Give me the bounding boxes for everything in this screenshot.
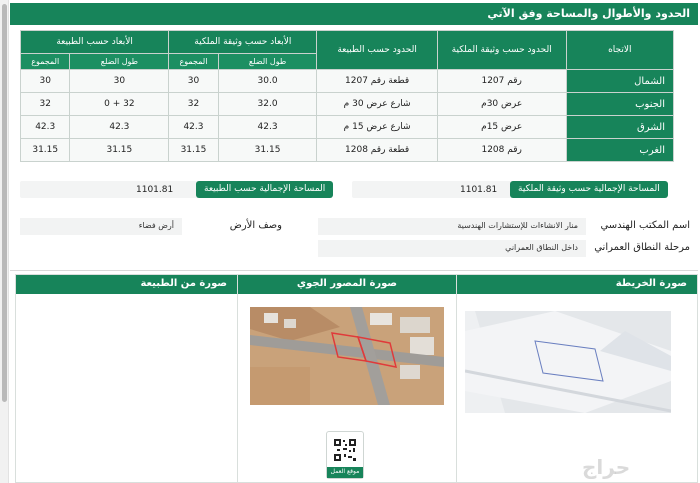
- row-deed-bound: عرض 30م: [437, 93, 566, 116]
- row-nature-total: 30: [21, 70, 70, 93]
- qr-code-button[interactable]: [326, 431, 364, 479]
- row-deed-bound: رقم 1207: [437, 70, 566, 93]
- header-dims-deed: الأبعاد حسب وثيقة الملكية: [169, 31, 317, 54]
- header-deed-side-length: طول الضلع: [218, 54, 317, 70]
- row-nature-length: 31.15: [70, 139, 169, 162]
- nature-image-title: صورة من الطبيعة: [16, 275, 237, 294]
- deed-area-value: 1101.81: [460, 185, 498, 195]
- section-title: الحدود والأطوال والمساحة وفق الآتي: [10, 3, 698, 25]
- row-deed-total: 30: [169, 70, 218, 93]
- row-nature-bound: قطعة رقم 1208: [317, 139, 437, 162]
- header-nature-side-length: طول الضلع: [70, 54, 169, 70]
- row-deed-total: 32: [169, 93, 218, 116]
- table-row-east: [21, 116, 674, 139]
- office-label: اسم المكتب الهندسي: [600, 220, 690, 231]
- nature-image-panel: [15, 274, 238, 483]
- header-bounds-deed: الحدود حسب وثيقة الملكية: [437, 31, 566, 70]
- row-direction: الشرق: [566, 116, 673, 139]
- qr-code-icon: [333, 438, 357, 462]
- header-deed-total: المجموع: [169, 54, 218, 70]
- row-nature-total: 31.15: [21, 139, 70, 162]
- row-deed-length: 32.0: [218, 93, 317, 116]
- map-image[interactable]: [465, 311, 671, 413]
- office-value: منار الانشاءات للإستشارات الهندسية: [318, 218, 586, 235]
- land-desc-value: أرض فضاء: [20, 218, 182, 235]
- row-deed-total: 31.15: [169, 139, 218, 162]
- scrollbar-thumb[interactable]: [2, 4, 7, 402]
- aerial-image[interactable]: [250, 307, 444, 405]
- row-direction: الجنوب: [566, 93, 673, 116]
- header-dims-nature: الأبعاد حسب الطبيعة: [21, 31, 169, 54]
- map-image-title: صورة الخريطة: [457, 275, 697, 294]
- table-row-north: [21, 70, 674, 93]
- section-divider: [10, 270, 698, 271]
- header-direction: الاتجاه: [566, 31, 673, 70]
- nature-area-label: المساحة الإجمالية حسب الطبيعة: [196, 181, 333, 198]
- table-row-west: [21, 139, 674, 162]
- row-nature-bound: قطعة رقم 1207: [317, 70, 437, 93]
- vertical-scrollbar[interactable]: [0, 0, 9, 483]
- aerial-image-panel: [237, 274, 457, 483]
- row-nature-bound: شارع عرض 15 م: [317, 116, 437, 139]
- header-bounds-nature: الحدود حسب الطبيعة: [317, 31, 437, 70]
- row-direction: الغرب: [566, 139, 673, 162]
- row-nature-total: 32: [21, 93, 70, 116]
- row-deed-length: 30.0: [218, 70, 317, 93]
- nature-area-value: 1101.81: [136, 185, 174, 195]
- row-nature-total: 42.3: [21, 116, 70, 139]
- map-image-panel: [456, 274, 698, 483]
- row-nature-length: 32 + 0: [70, 93, 169, 116]
- row-direction: الشمال: [566, 70, 673, 93]
- row-deed-bound: عرض 15م: [437, 116, 566, 139]
- row-deed-length: 42.3: [218, 116, 317, 139]
- aerial-image-title: صورة المصور الجوي: [238, 275, 456, 294]
- dimensions-table: [20, 30, 674, 162]
- qr-code-label: موقع العمل: [327, 467, 363, 478]
- urban-stage-label: مرحلة النطاق العمراني: [594, 242, 690, 253]
- row-nature-bound: شارع عرض 30 م: [317, 93, 437, 116]
- row-nature-length: 30: [70, 70, 169, 93]
- row-nature-length: 42.3: [70, 116, 169, 139]
- urban-stage-value: داخل النطاق العمراني: [318, 240, 586, 257]
- header-nature-total: المجموع: [21, 54, 70, 70]
- watermark-logo: حراج: [582, 455, 631, 479]
- deed-area-label: المساحة الإجمالية حسب وثيقة الملكية: [510, 181, 668, 198]
- row-deed-bound: رقم 1208: [437, 139, 566, 162]
- row-deed-length: 31.15: [218, 139, 317, 162]
- table-row-south: [21, 93, 674, 116]
- land-desc-label: وصف الأرض: [229, 220, 282, 231]
- row-deed-total: 42.3: [169, 116, 218, 139]
